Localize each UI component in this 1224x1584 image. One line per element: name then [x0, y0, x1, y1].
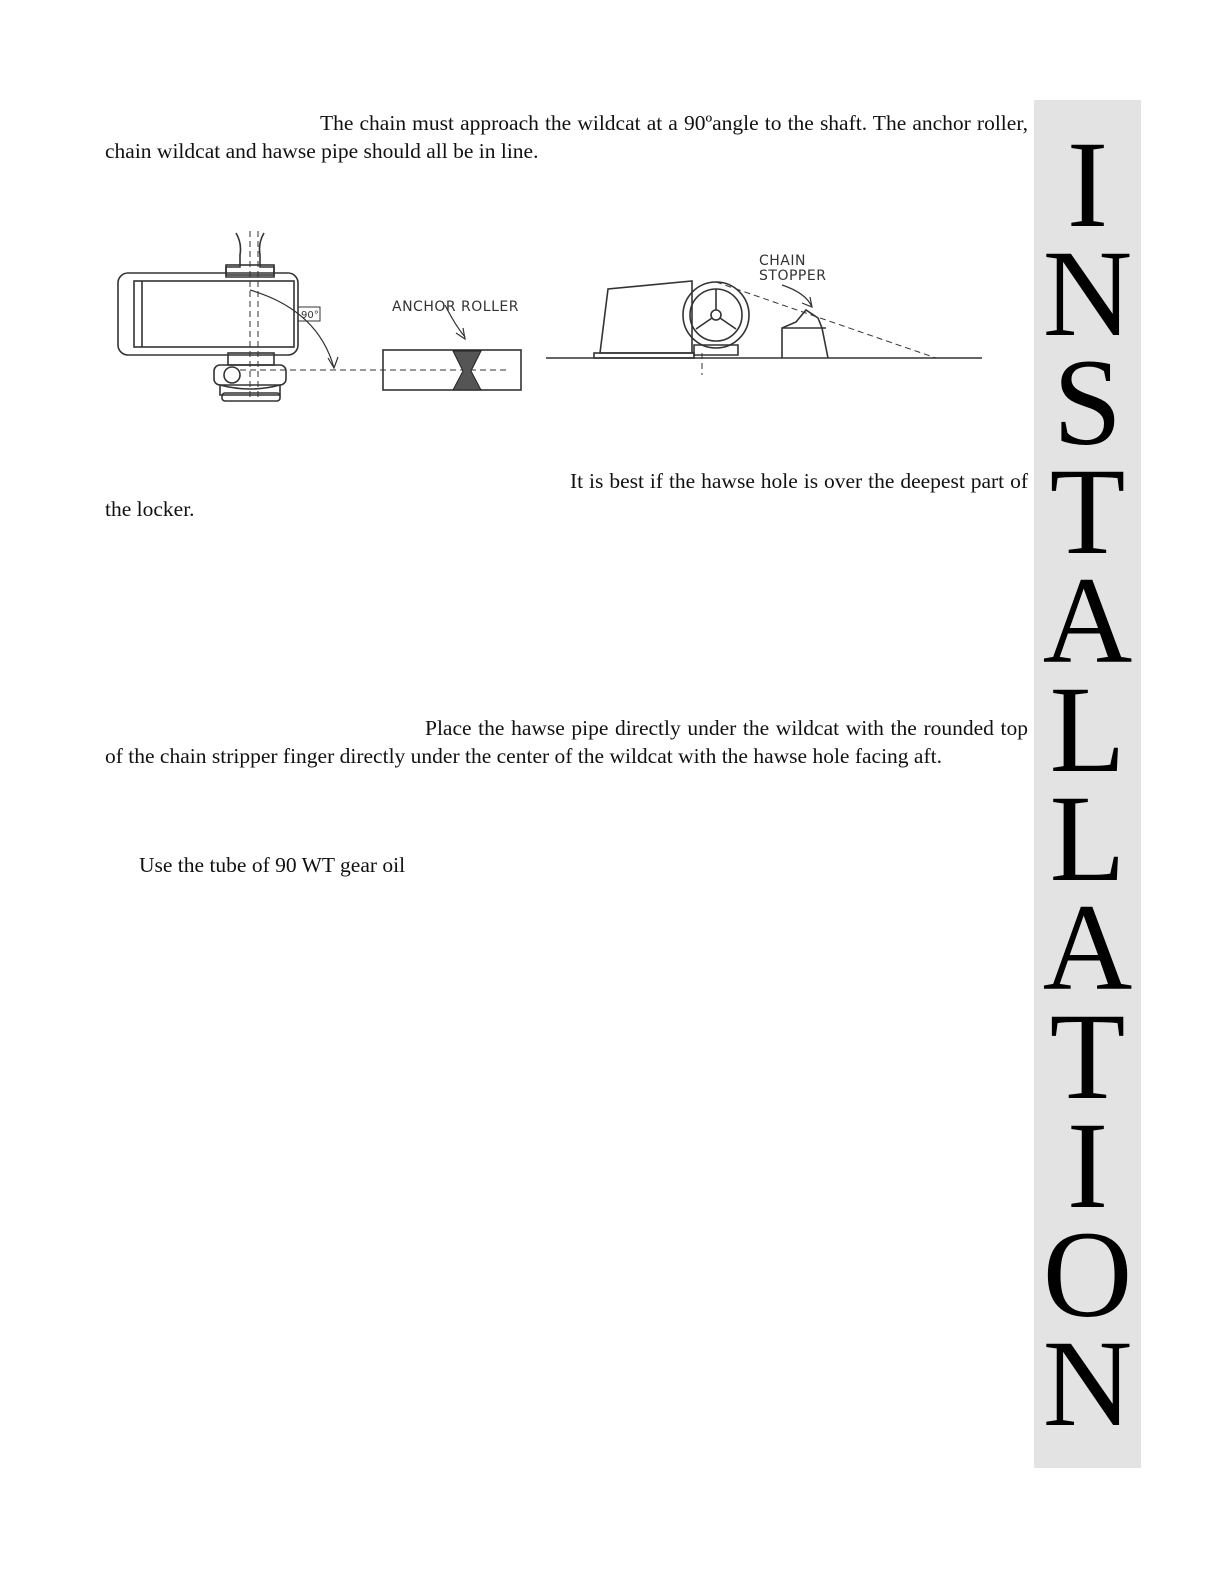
- installation-sidebar: [1034, 100, 1141, 1468]
- sidebar-letter: L: [1049, 770, 1126, 907]
- sidebar-letter: A: [1042, 879, 1133, 1016]
- sidebar-letter: A: [1042, 552, 1133, 689]
- paragraph-hawse-pipe: Place the hawse pipe directly under the wildcat with the rounded top of the chain stripper finger directly under the center of the wildcat with the hawse hole facing aft.: [105, 716, 1028, 768]
- sidebar-title: [1034, 116, 1141, 1452]
- sidebar-letter: I: [1066, 1097, 1109, 1234]
- chain-stopper-label-line2: STOPPER: [759, 268, 827, 284]
- chain-stopper-shape: [782, 310, 828, 358]
- sidebar-letter: N: [1042, 1315, 1133, 1452]
- sidebar-letter: T: [1049, 988, 1126, 1125]
- windlass-alignment-diagram: [110, 225, 990, 415]
- windlass-body-side-view: [600, 281, 692, 353]
- angle-label: 90°: [301, 310, 319, 321]
- sidebar-letter: T: [1049, 443, 1126, 580]
- windlass-body-top-view: [118, 273, 298, 355]
- sidebar-letter: S: [1053, 334, 1122, 471]
- sidebar-letter: N: [1042, 225, 1133, 362]
- chain-stopper-label-line1: CHAIN: [759, 253, 806, 269]
- sidebar-letter: L: [1049, 661, 1126, 798]
- paragraph-chain-angle: The chain must approach the wildcat at a 90ºangle to the shaft. The anchor roller, chain wildcat and hawse pipe should all be in line.: [105, 111, 1028, 163]
- paragraph-hawse-hole: It is best if the hawse hole is over the deepest part of the locker.: [105, 469, 1028, 521]
- sidebar-letter: O: [1042, 1206, 1133, 1343]
- paragraph-gear-oil: Use the tube of 90 WT gear oil: [139, 853, 406, 877]
- sidebar-letter: I: [1066, 116, 1109, 253]
- anchor-roller-label: ANCHOR ROLLER: [392, 299, 519, 315]
